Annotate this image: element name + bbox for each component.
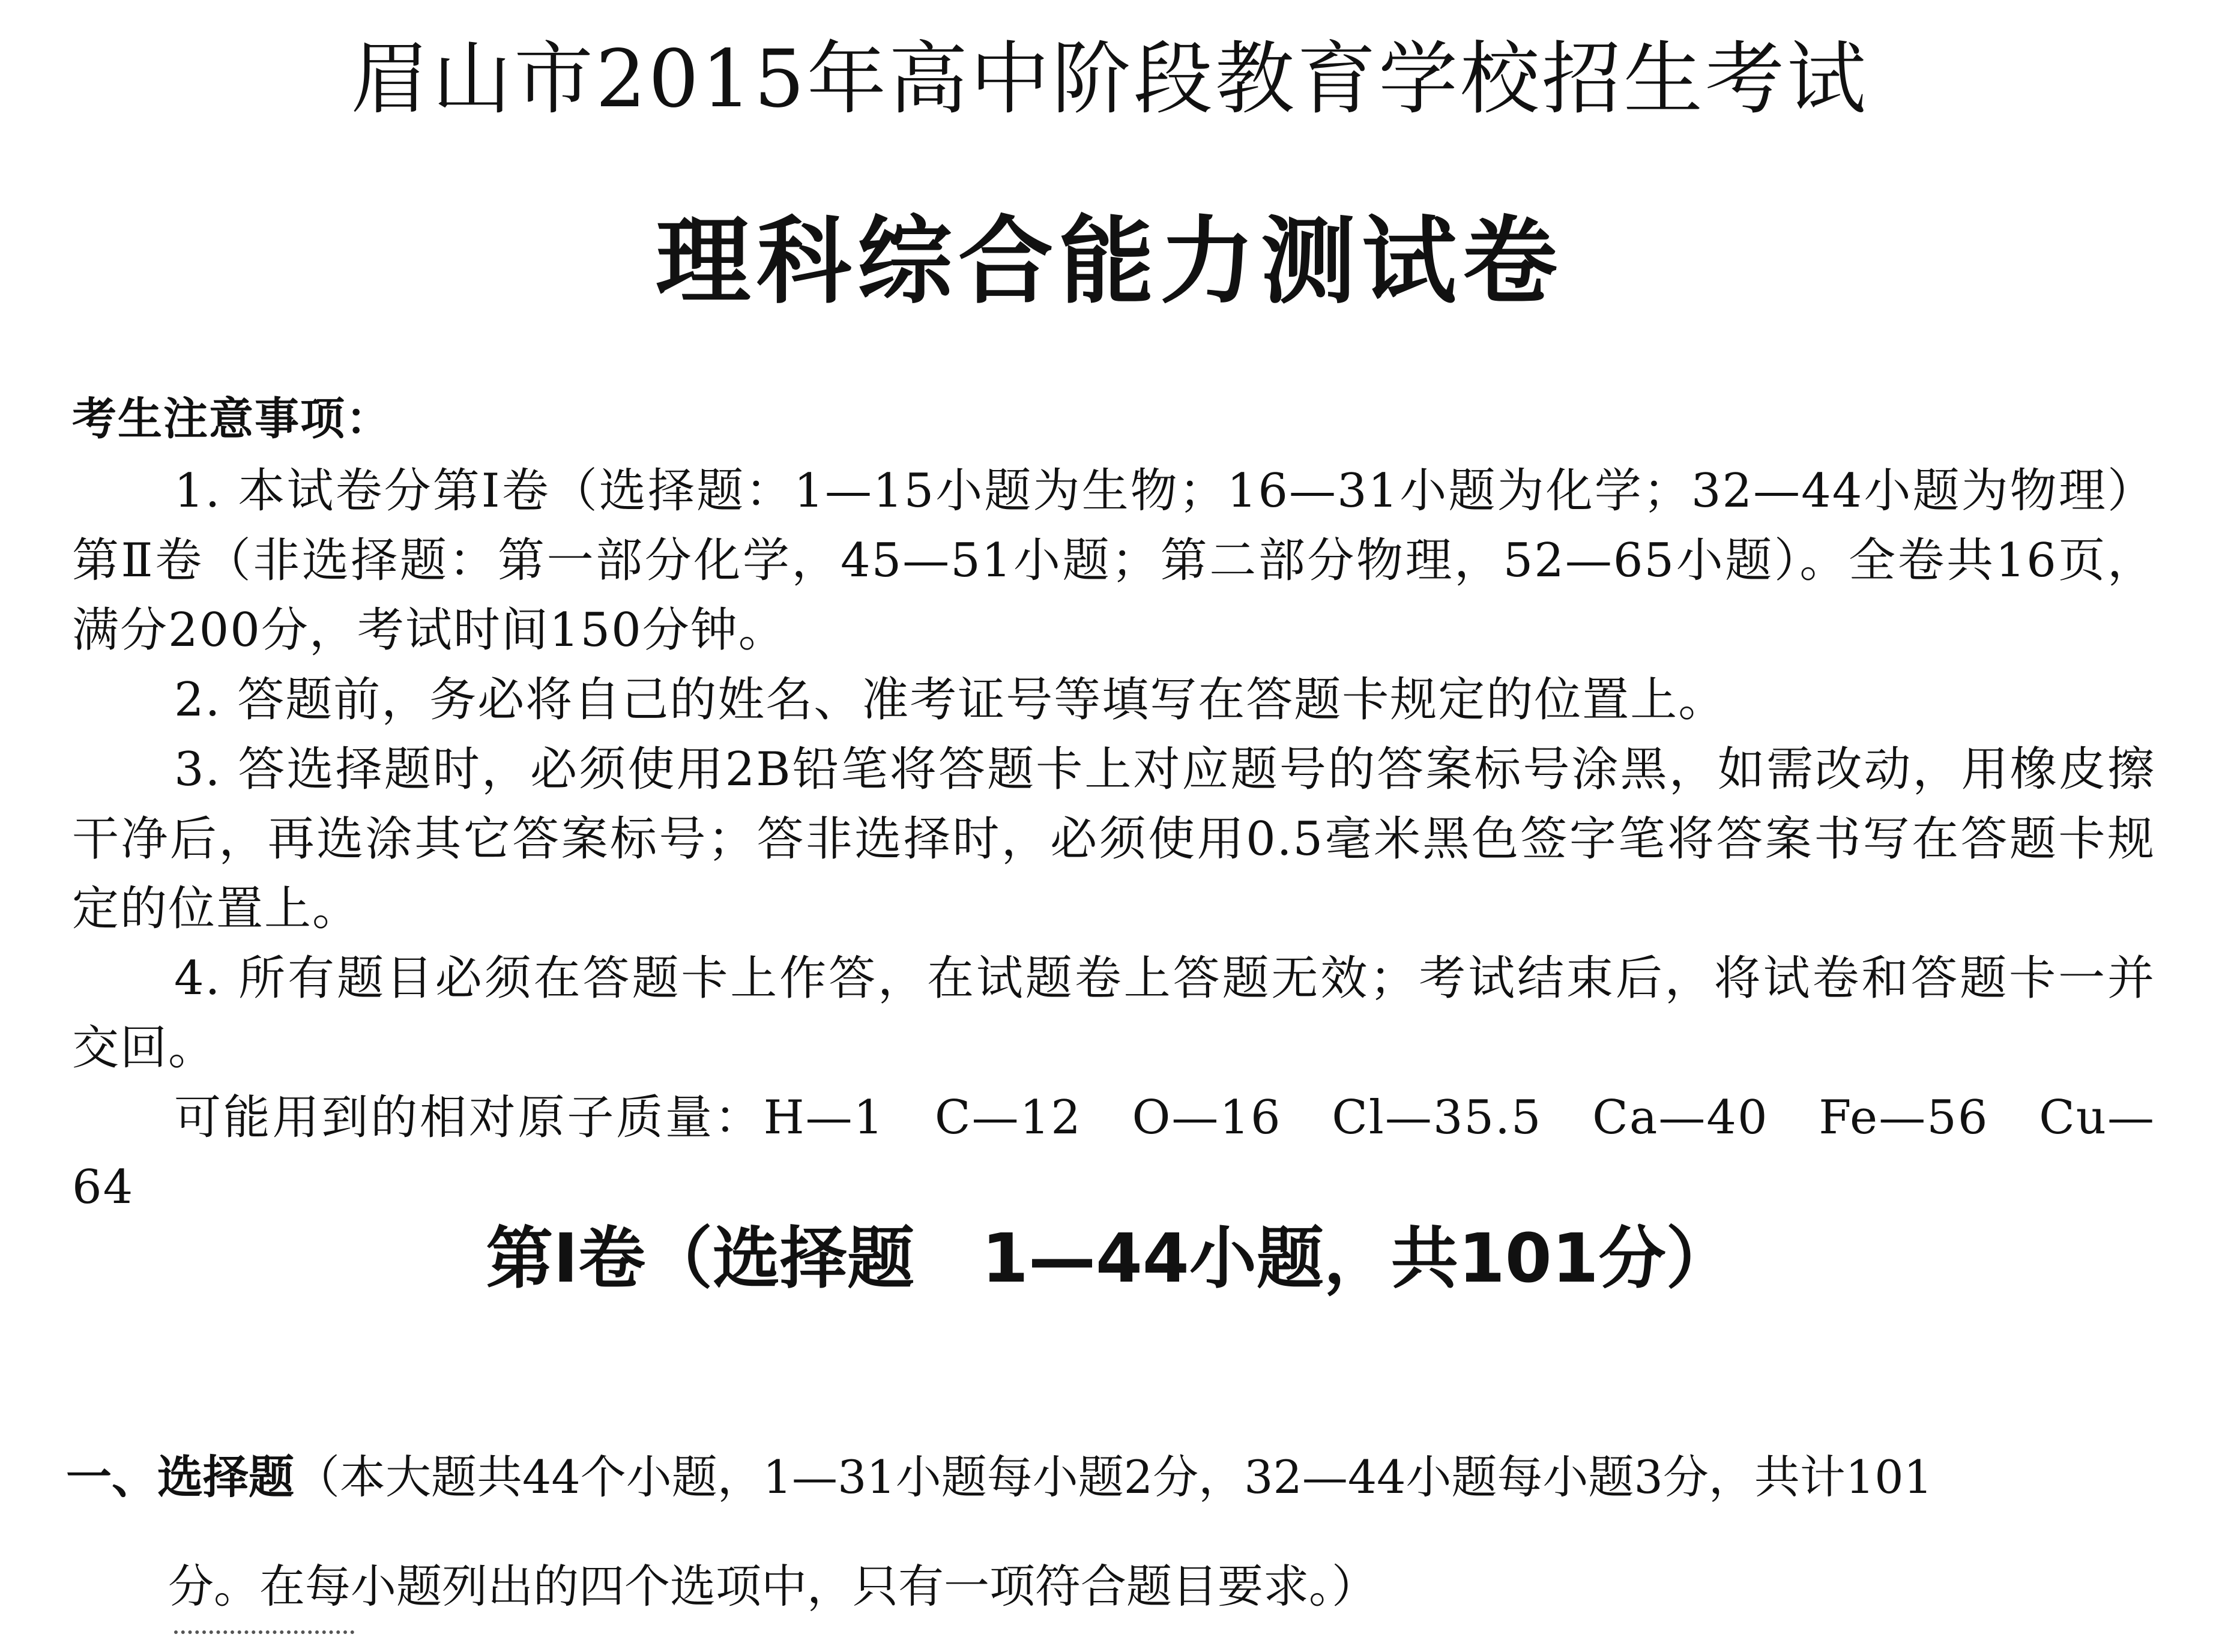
notice-item-4: 4. 所有题目必须在答题卡上作答，在试题卷上答题无效；考试结束后，将试卷和答题卡一并交回。 <box>72 951 2155 1075</box>
candidate-notice <box>72 384 2155 1222</box>
cut-off-text-fragment <box>174 1630 354 1652</box>
exam-title: 眉山市2015年高中阶段教育学校招生考试 <box>351 33 1868 125</box>
question-line-2: 分。在每小题列出的四个选项中，只有一项符合题目要求。） <box>168 1560 1377 1613</box>
section-title: 第Ⅰ卷（选择题 1—44小题，共101分） <box>486 1220 1733 1298</box>
question-line-1: （本大题共44个小题，1—31小题每小题2分，32—44小题每小题3分，共计101 <box>294 1450 1933 1504</box>
atomic-mass-line: 可能用到的相对原子质量：H—1 C—12 O—16 Cl—35.5 Ca—40 Fe—56 Cu—64 <box>72 1091 2155 1214</box>
notice-item-3: 3. 答选择题时，必须使用2B铅笔将答题卡上对应题号的答案标号涂黑，如需改动，用橡皮擦干净后，再选涂其它答案标号；答非选择时，必须使用0.5毫米黑色签字笔将答案书写在答题卡规定的位置上。 <box>72 743 2155 936</box>
notice-heading: 考生注意事项： <box>72 393 391 445</box>
paper-title: 理科综合能力测试卷 <box>656 206 1563 317</box>
notice-item-2: 2. 答题前，务必将自己的姓名、准考证号等填写在答题卡规定的位置上。 <box>174 673 1727 727</box>
question-instructions <box>66 1423 2155 1641</box>
question-heading: 一、选择题 <box>66 1450 294 1504</box>
notice-item-1: 1. 本试卷分第Ⅰ卷（选择题：1—15小题为生物；16—31小题为化学；32—44小题为物理）第Ⅱ卷（非选择题：第一部分化学，45—51小题；第二部分物理，52—65小题）。全卷共16页，满分200分，考试时间150分钟。 <box>72 464 2155 657</box>
